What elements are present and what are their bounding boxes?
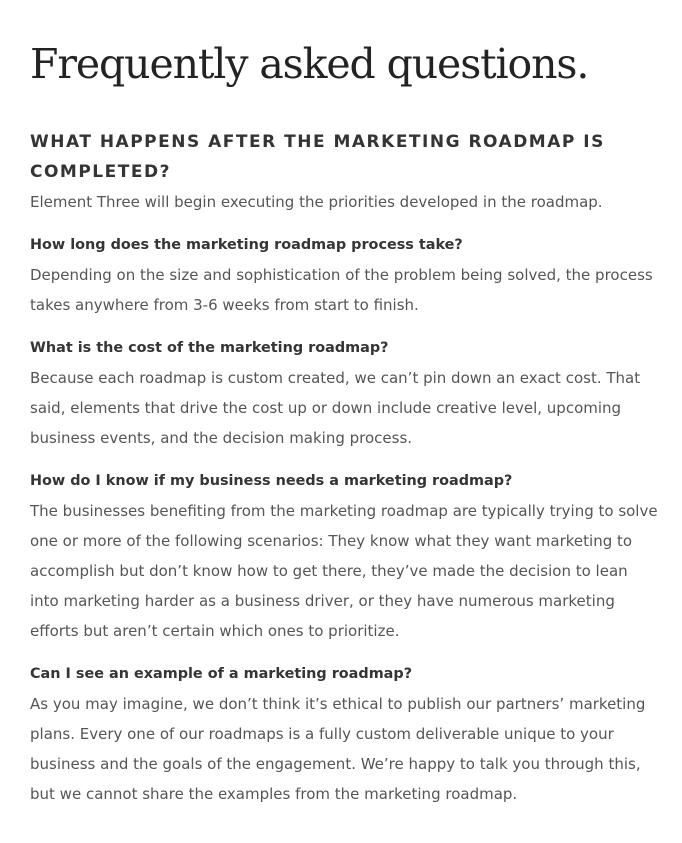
faq-item-needs-roadmap: [30, 466, 660, 646]
faq-item-what-happens-after: [30, 127, 660, 217]
faq-page: [30, 38, 660, 809]
faq-item-cost: [30, 333, 660, 453]
faq-question: How long does the marketing roadmap process take?: [30, 237, 463, 253]
faq-answer: As you may imagine, we don’t think it’s ethical to publish our partners’ marketing plans. Every one of our roadmaps is a fully custom deliverable unique to your business and the goals of the engagement. We’re happy to talk you through this, but we cannot share the examples from the marketing roadmap.: [30, 695, 646, 803]
faq-item-how-long: [30, 230, 660, 320]
faq-item-example: [30, 659, 660, 809]
faq-answer: The businesses benefiting from the marketing roadmap are typically trying to solve one or more of the following scenarios: They know what they want marketing to accomplish but don’t know how to get there, they’ve made the decision to lean into marketing harder as a business driver, or they have numerous marketing efforts but aren’t certain which ones to prioritize.: [30, 502, 658, 640]
faq-answer: Depending on the size and sophistication of the problem being solved, the process takes anywhere from 3-6 weeks from start to finish.: [30, 266, 653, 314]
faq-question: Can I see an example of a marketing roadmap?: [30, 666, 413, 682]
faq-question: What is the cost of the marketing roadmap?: [30, 340, 389, 356]
faq-question: WHAT HAPPENS AFTER THE MARKETING ROADMAP IS COMPLETED?: [30, 132, 605, 182]
page-title: Frequently asked questions.: [30, 40, 589, 88]
faq-question: How do I know if my business needs a marketing roadmap?: [30, 473, 513, 489]
faq-answer: Because each roadmap is custom created, we can’t pin down an exact cost. That said, elements that drive the cost up or down include creative level, upcoming business events, and the decision making process.: [30, 369, 641, 447]
faq-answer: Element Three will begin executing the priorities developed in the roadmap.: [30, 193, 603, 211]
